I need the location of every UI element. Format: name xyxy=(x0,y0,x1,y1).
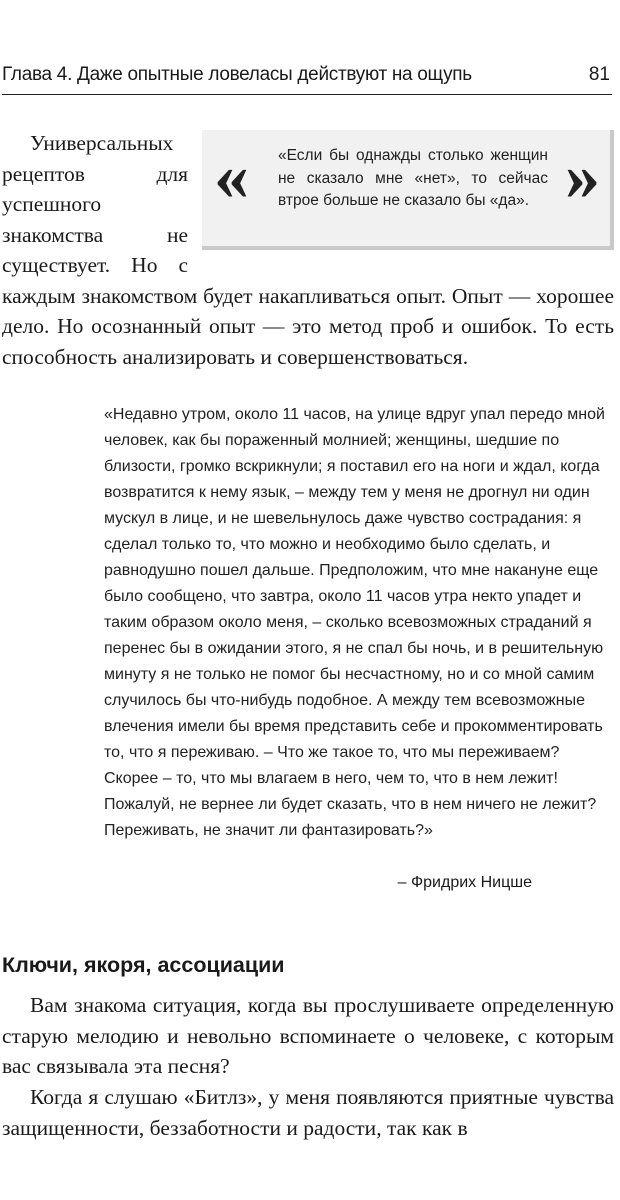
pull-quote-box xyxy=(202,130,614,250)
section-paragraph-text: Когда я слушаю «Битлз», у меня появляются приятные чувства защищенности, беззаботности и радости, так как в xyxy=(2,1085,614,1140)
pull-quote-text: «Если бы однажды столько женщин не сказало мне «нет», то сейчас втрое больше не сказало бы «да». xyxy=(278,147,548,209)
intro-paragraph xyxy=(2,128,614,372)
close-quote-icon: » xyxy=(565,138,600,215)
open-quote-icon: « xyxy=(214,138,249,215)
section-heading: Ключи, якоря, ассоциации xyxy=(2,953,285,977)
running-header xyxy=(2,60,612,95)
section-paragraph-text: Вам знакома ситуация, когда вы прослушиваете определенную старую мелодию и невольно вспоминаете о человеке, с которым вас связывала эта песня? xyxy=(2,993,614,1078)
section-paragraph xyxy=(2,990,614,1082)
quote-attribution: – Фридрих Ницше xyxy=(397,874,532,891)
page-number: 81 xyxy=(588,64,610,85)
chapter-title: Глава 4. Даже опытные ловеласы действуют на ощупь xyxy=(2,64,472,85)
section-paragraph xyxy=(2,1082,614,1143)
intro-paragraph-text: Универсальных рецептов для успешного знакомства не существует. Но с каждым знакомством будет накапливаться опыт. Опыт — хорошее дело. Но осознанный опыт — это метод проб и ошибок. То есть способность анализировать и совершенствоваться. xyxy=(2,131,614,369)
nietzsche-quote: «Недавно утром, около 11 часов, на улице вдруг упал передо мной человек, как бы пораженный молнией; женщины, шедшие по близости, громко вскрикнули; я поставил его на ноги и ждал, когда возвратится к нему язык, – между тем у меня не дрогнул ни один мускул в лице, и не шевельнулось даже чувство сострадания: я сделал только то, что можно и необходимо было сделать, и равнодушно пошел дальше. Предположим, что мне накануне еще было сообщено, что завтра, около 11 часов утра некто упадет и таким образом около меня, – сколько всевозможных страданий я перенес бы в ожидании этого, я не спал бы ночь, и в решительную минуту я не только не помог бы несчастному, но и со мной самим случилось бы что-нибудь подобное. А между тем всевозможные влечения имели бы время представить себе и прокомментировать то, что я переживаю. – Что же такое то, что мы переживаем? Скорее – то, что мы влагаем в него, чем то, что в нем лежит! Пожалуй, не вернее ли будет сказать, что в нем ничего не лежит? Переживать, не значит ли фантазировать?» xyxy=(104,406,605,839)
